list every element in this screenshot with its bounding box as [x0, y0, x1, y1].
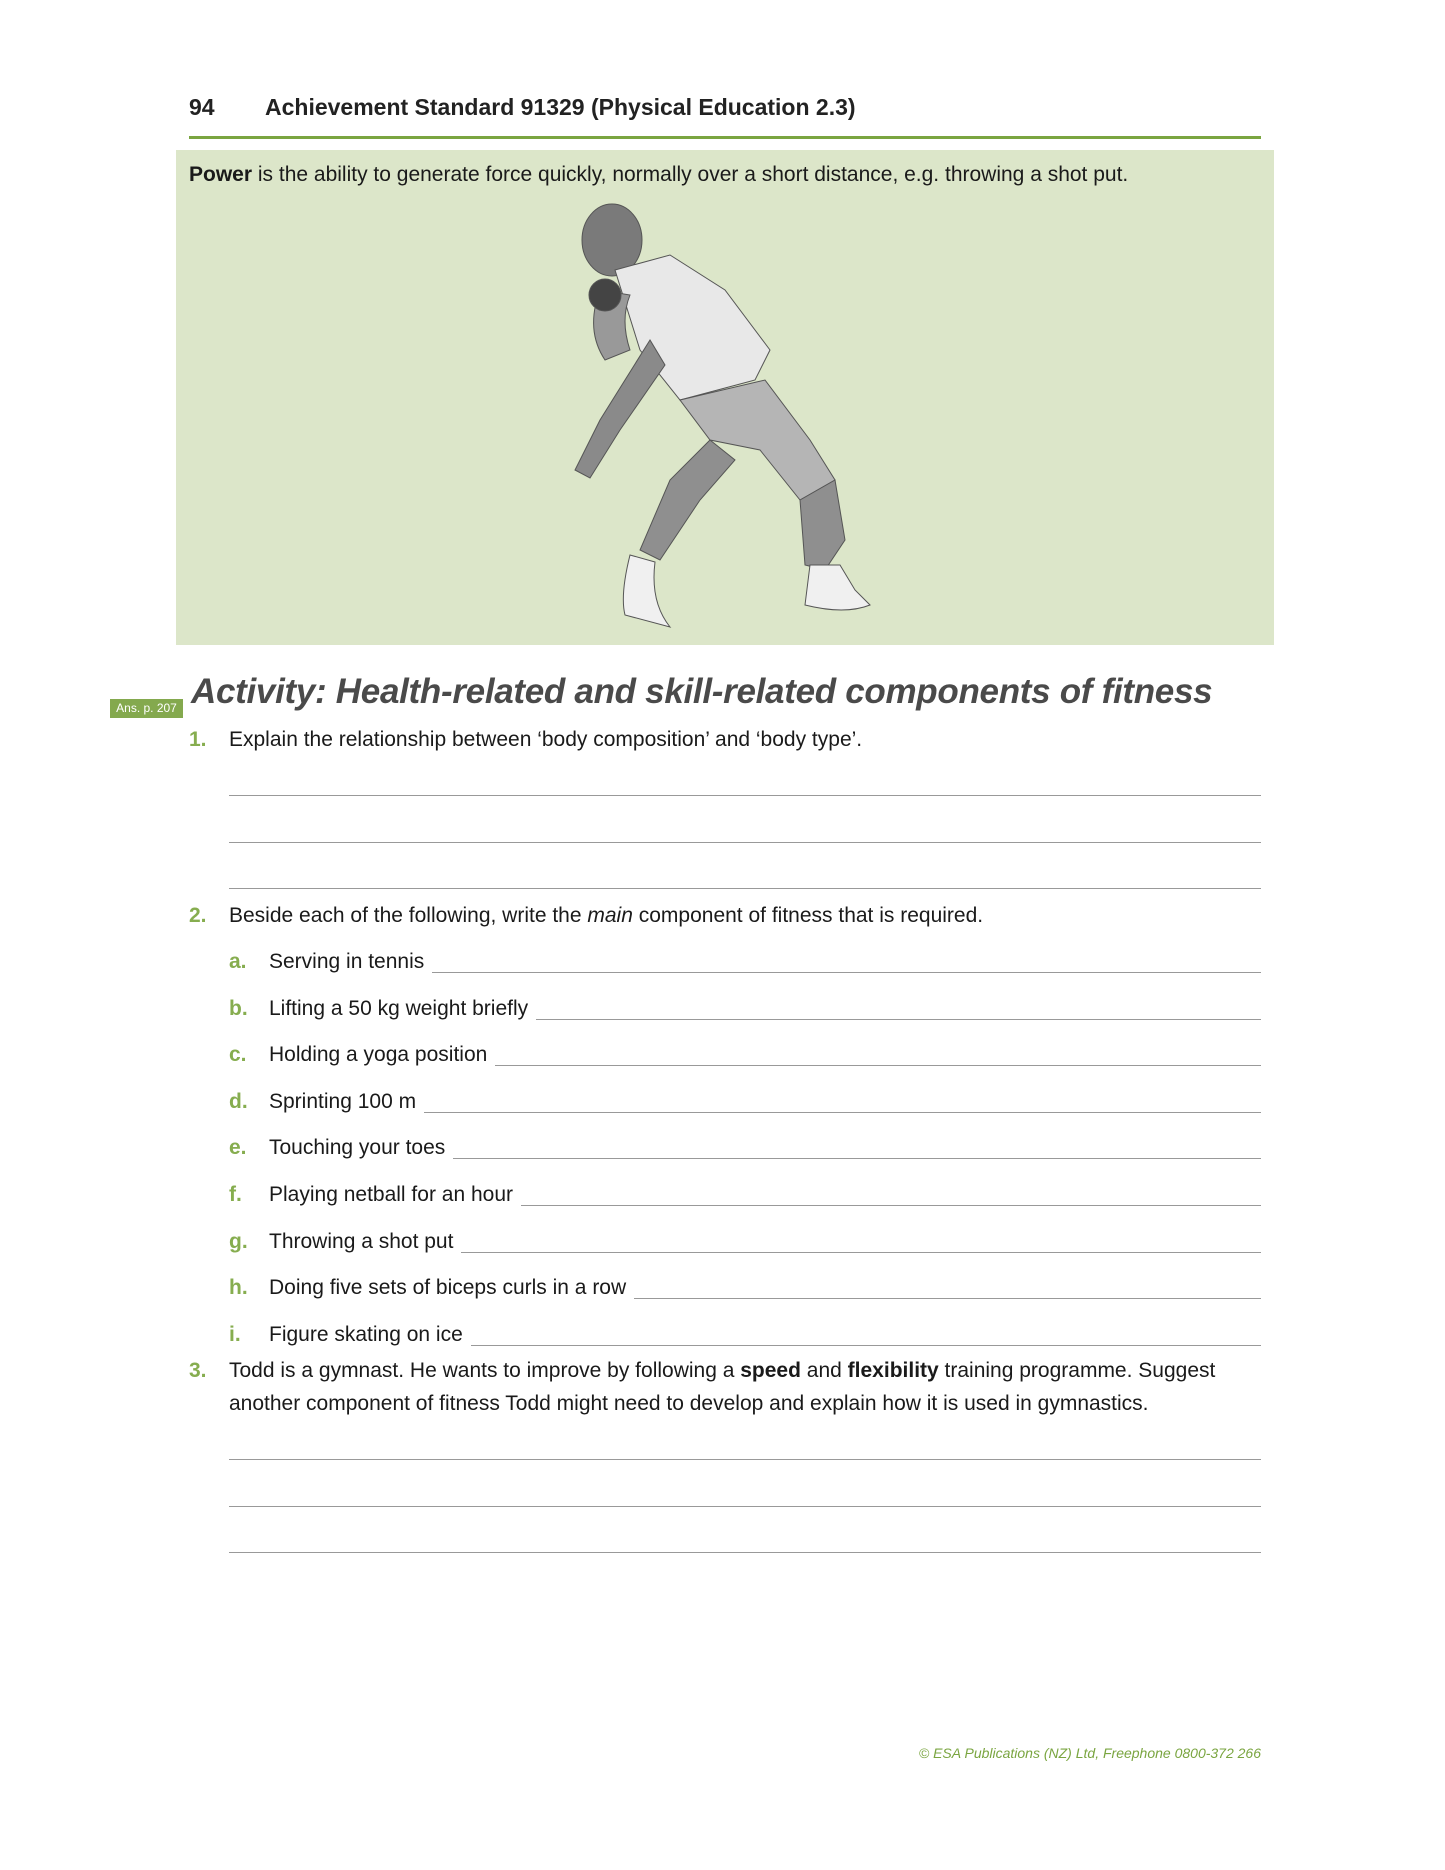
- shot-put-athlete-photo: [560, 200, 900, 640]
- item-answer-line[interactable]: [424, 1112, 1261, 1113]
- answer-line[interactable]: [229, 842, 1261, 843]
- page-header-title: Achievement Standard 91329 (Physical Education 2.3): [265, 94, 856, 120]
- copyright-footer: © ESA Publications (NZ) Ltd, Freephone 0800-372 266: [918, 1745, 1261, 1761]
- item-answer-line[interactable]: [461, 1252, 1261, 1253]
- item-answer-line[interactable]: [471, 1345, 1261, 1346]
- item-text: Holding a yoga position: [269, 1043, 488, 1067]
- header-rule: [189, 136, 1261, 139]
- item-answer-line[interactable]: [432, 972, 1261, 973]
- q2-pre: Beside each of the following, write the: [229, 904, 588, 927]
- activity-title: Activity: Health-related and skill-related components of fitness: [191, 672, 1213, 711]
- item-text: Lifting a 50 kg weight briefly: [269, 996, 529, 1020]
- answer-line[interactable]: [229, 1552, 1261, 1553]
- answer-line[interactable]: [229, 888, 1261, 889]
- question-1-text: Explain the relationship between ‘body composition’ and ‘body type’.: [229, 728, 863, 751]
- answer-line[interactable]: [229, 795, 1261, 796]
- item-answer-line[interactable]: [634, 1298, 1261, 1299]
- power-definition: [189, 163, 1128, 187]
- item-text: Serving in tennis: [269, 950, 425, 973]
- item-text: Figure skating on ice: [269, 1322, 463, 1346]
- q3-t2: and: [800, 1359, 848, 1382]
- item-text: Playing netball for an hour: [269, 1183, 513, 1206]
- question-3-text: [229, 1359, 1215, 1383]
- q2-emphasis: main: [587, 904, 633, 927]
- question-2-number: 2.: [189, 904, 207, 927]
- item-answer-line[interactable]: [495, 1065, 1261, 1066]
- item-letter: i.: [229, 1322, 241, 1346]
- item-letter: b.: [229, 996, 248, 1020]
- item-answer-line[interactable]: [536, 1019, 1261, 1020]
- item-letter: a.: [229, 950, 247, 973]
- item-text: Sprinting 100 m: [269, 1089, 417, 1113]
- item-letter: f.: [229, 1183, 242, 1206]
- q3-speed: speed: [740, 1359, 801, 1382]
- q2-post: component of fitness that is required.: [632, 904, 984, 927]
- item-letter: g.: [229, 1229, 248, 1253]
- page-number: 94: [189, 94, 215, 120]
- item-letter: e.: [229, 1136, 247, 1160]
- item-answer-line[interactable]: [453, 1158, 1261, 1159]
- item-letter: c.: [229, 1043, 247, 1067]
- answer-line[interactable]: [229, 1459, 1261, 1460]
- q3-t3: training programme. Suggest: [938, 1359, 1216, 1382]
- item-text: Touching your toes: [269, 1136, 446, 1160]
- power-text: is the ability to generate force quickly, normally over a short distance, e.g. throwing a shot put.: [252, 163, 1129, 186]
- item-answer-line[interactable]: [521, 1205, 1261, 1206]
- question-3-number: 3.: [189, 1359, 207, 1382]
- question-1-number: 1.: [189, 728, 207, 751]
- q3-flexibility: flexibility: [847, 1359, 939, 1382]
- q3-t1: Todd is a gymnast. He wants to improve by following a: [229, 1359, 741, 1382]
- item-text: Throwing a shot put: [269, 1229, 454, 1253]
- power-term: Power: [189, 163, 253, 186]
- item-text: Doing five sets of biceps curls in a row: [269, 1276, 627, 1300]
- answer-page-badge: Ans. p. 207: [110, 699, 183, 718]
- question-2-text: [229, 904, 983, 928]
- item-letter: h.: [229, 1276, 248, 1300]
- question-3-text-line2: another component of fitness Todd might need to develop and explain how it is used in gymnastics.: [229, 1392, 1149, 1415]
- item-letter: d.: [229, 1089, 248, 1113]
- answer-line[interactable]: [229, 1506, 1261, 1507]
